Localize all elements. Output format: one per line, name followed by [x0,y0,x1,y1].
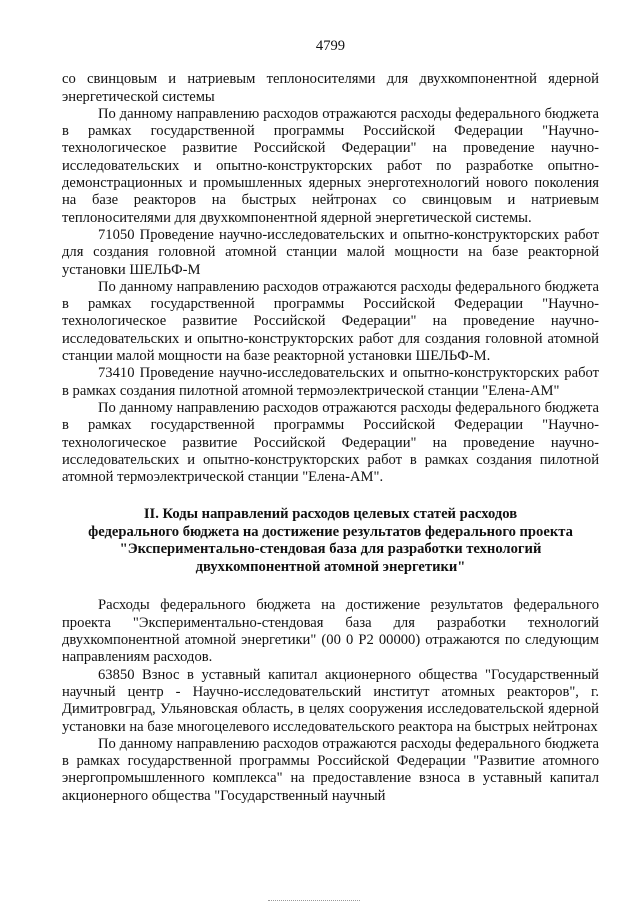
paragraph-expenses-description: По данному направлению расходов отражаются расходы федерального бюджета в рамках государственной программы Российской Федерации "Научно-технологическое развитие Российской Федерации" на проведение научно-исследовательских и опытно-конструкторских работ для создания головной атомной станции малой мощности на базе реакторной установки ШЕЛЬФ-М. [62,278,599,365]
paragraph-expenses-description: По данному направлению расходов отражаются расходы федерального бюджета в рамках государственной программы Российской Федерации "Развитие атомного энергопромышленного комплекса" на предоставление взноса в уставный капитал акционерного общества "Государственный научный [62,735,599,804]
section-heading-line: "Экспериментально-стендовая база для разработки технологий [119,541,542,558]
page-number: 4799 [315,38,346,54]
section-heading [62,506,599,576]
section-heading-line: федерального бюджета на достижение результатов федерального проекта [88,523,573,540]
document-page [62,38,599,805]
paragraph-expenses-description: По данному направлению расходов отражаются расходы федерального бюджета в рамках государственной программы Российской Федерации "Научно-технологическое развитие Российской Федерации" на проведение научно-исследовательских и опытно-конструкторских работ по разработке опытно-демонстрационных и промышленных ядерных энерготехнологий нового поколения на базе реакторов на быстрых нейтронах со свинцовым и натриевым теплоносителями для двухкомпонентной ядерной энергетической системы. [62,105,599,226]
paragraph-expenses-description: По данному направлению расходов отражаются расходы федерального бюджета в рамках государственной программы Российской Федерации "Научно-технологическое развитие Российской Федерации" на проведение научно-исследовательских и опытно-конструкторских работ в рамках создания пилотной атомной термоэлектрической станции "Елена-АМ". [62,399,599,486]
paragraph-code-71050: 71050 Проведение научно-исследовательских и опытно-конструкторских работ для создания головной атомной станции малой мощности на базе реакторной установки ШЕЛЬФ-М [62,226,599,278]
section-heading-line: двухкомпонентной атомной энергетики" [195,558,466,575]
paragraph-code-73410: 73410 Проведение научно-исследовательских и опытно-конструкторских работ в рамках создания пилотной атомной термоэлектрической станции "Елена-АМ" [62,365,599,399]
section-heading-line: II. Коды направлений расходов целевых статей расходов [143,506,518,523]
paragraph-section-intro: Расходы федерального бюджета на достижение результатов федерального проекта "Экспериментально-стендовая база для разработки технологий двухкомпонентной атомной энергетики" (00 0 Р2 00000) отражаются по следующим направлениям расходов. [62,597,599,666]
paragraph-continuation: со свинцовым и натриевым теплоносителями для двухкомпонентной ядерной энергетической системы [62,71,599,105]
footer-divider [268,900,360,901]
paragraph-code-63850: 63850 Взнос в уставный капитал акционерного общества "Государственный научный центр - Научно-исследовательский институт атомных реакторов", г. Димитровград, Ульяновская область, в целях сооружения исследовательской ядерной установки на базе многоцелевого исследовательского реактора на быстрых нейтронах [62,666,599,735]
